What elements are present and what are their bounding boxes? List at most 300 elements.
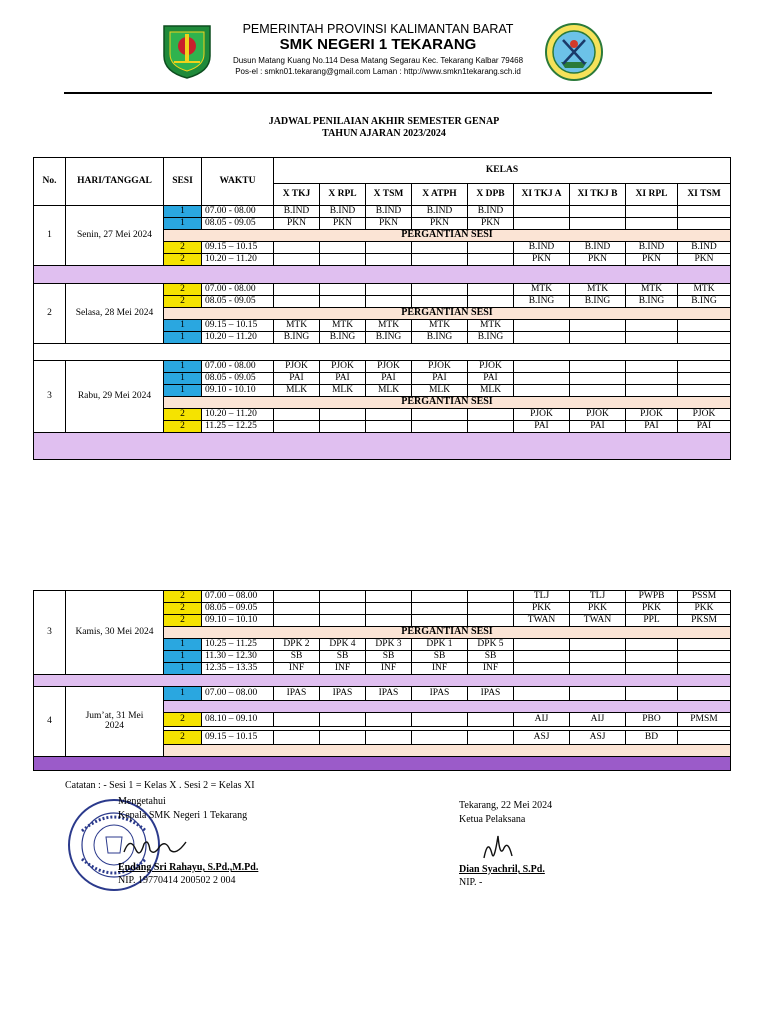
subject-cell: B.IND <box>626 242 678 254</box>
subject-cell: PWPB <box>626 591 678 603</box>
signature-right-icon <box>478 828 518 868</box>
subject-cell <box>468 409 514 421</box>
subject-cell <box>678 651 731 663</box>
subject-cell: IPAS <box>320 687 366 701</box>
subject-cell: PAI <box>412 373 468 385</box>
subject-cell <box>366 603 412 615</box>
subject-cell <box>366 615 412 627</box>
day-date: Senin, 27 Mei 2024 <box>66 206 164 266</box>
subject-cell <box>514 639 570 651</box>
table-row <box>34 284 731 296</box>
class-header: XI TKJ A <box>514 184 570 206</box>
subject-cell: AIJ <box>570 713 626 727</box>
subject-cell: MTK <box>570 284 626 296</box>
separator-cell <box>34 675 731 687</box>
pergantian-sesi: PERGANTIAN SESI <box>164 397 731 409</box>
subject-cell <box>514 651 570 663</box>
subject-cell: DPK 5 <box>468 639 514 651</box>
subject-cell <box>626 639 678 651</box>
subject-cell <box>626 687 678 701</box>
subject-cell: INF <box>320 663 366 675</box>
waktu-cell: 09.15 – 10.15 <box>202 320 274 332</box>
sesi-cell: 1 <box>164 663 202 675</box>
waktu-cell: 10.20 – 11.20 <box>202 332 274 344</box>
class-header: XI TKJ B <box>570 184 626 206</box>
subject-cell <box>678 361 731 373</box>
subject-cell: B.IND <box>412 206 468 218</box>
waktu-cell: 10.20 – 11.20 <box>202 409 274 421</box>
subject-cell: BD <box>626 731 678 745</box>
schedule-table-2 <box>33 590 731 771</box>
subject-cell <box>626 663 678 675</box>
sesi-cell: 1 <box>164 687 202 701</box>
subject-cell <box>570 663 626 675</box>
subject-cell: PKN <box>320 218 366 230</box>
subject-cell <box>468 284 514 296</box>
subject-cell <box>274 284 320 296</box>
subject-cell: PJOK <box>570 409 626 421</box>
subject-cell: IPAS <box>412 687 468 701</box>
subject-cell: PAI <box>366 373 412 385</box>
subject-cell: DPK 3 <box>366 639 412 651</box>
waktu-cell: 08.05 - 09.05 <box>202 296 274 308</box>
waktu-cell: 07.00 – 08.00 <box>202 591 274 603</box>
waktu-cell: 09.15 – 10.15 <box>202 242 274 254</box>
sesi-cell: 2 <box>164 242 202 254</box>
day-date: Jum’at, 31 Mei 2024 <box>66 687 164 757</box>
subject-cell: PKN <box>514 254 570 266</box>
subject-cell: PJOK <box>678 409 731 421</box>
subject-cell: B.ING <box>274 332 320 344</box>
header-divider <box>64 92 712 94</box>
subject-cell <box>514 373 570 385</box>
subject-cell: TLJ <box>570 591 626 603</box>
sesi-cell: 1 <box>164 361 202 373</box>
col-kelas: KELAS <box>274 158 731 184</box>
subject-cell <box>412 284 468 296</box>
subject-cell: PKN <box>678 254 731 266</box>
waktu-cell: 11.25 – 12.25 <box>202 421 274 433</box>
subject-cell <box>366 409 412 421</box>
subject-cell <box>570 373 626 385</box>
separator-cell <box>34 757 731 771</box>
subject-cell: PAI <box>678 421 731 433</box>
subject-cell: PKN <box>468 218 514 230</box>
subject-cell: PJOK <box>468 361 514 373</box>
separator-row <box>34 433 731 460</box>
subject-cell <box>626 332 678 344</box>
subject-cell: PKK <box>514 603 570 615</box>
separator-row <box>34 266 731 284</box>
subject-cell <box>274 242 320 254</box>
subject-cell: ASJ <box>570 731 626 745</box>
subject-cell: PKK <box>570 603 626 615</box>
sesi-cell: 2 <box>164 284 202 296</box>
sesi-cell: 1 <box>164 373 202 385</box>
subject-cell: MTK <box>412 320 468 332</box>
subject-cell <box>570 687 626 701</box>
subject-cell <box>320 731 366 745</box>
sesi-cell: 2 <box>164 713 202 727</box>
subject-cell <box>514 385 570 397</box>
subject-cell <box>412 242 468 254</box>
sign-left-line1: Mengetahui <box>118 796 166 807</box>
subject-cell <box>514 320 570 332</box>
subject-cell: MTK <box>320 320 366 332</box>
subject-cell: PJOK <box>626 409 678 421</box>
subject-cell <box>514 206 570 218</box>
table-row <box>34 206 731 218</box>
subject-cell <box>626 206 678 218</box>
sign-right-role: Ketua Pelaksana <box>459 814 526 825</box>
subject-cell: PPL <box>626 615 678 627</box>
subject-cell <box>678 731 731 745</box>
waktu-cell: 08.10 – 09.10 <box>202 713 274 727</box>
separator-cell <box>34 344 731 361</box>
waktu-cell: 09.10 - 10.10 <box>202 385 274 397</box>
subject-cell <box>626 373 678 385</box>
subject-cell: PBO <box>626 713 678 727</box>
subject-cell <box>320 591 366 603</box>
waktu-cell: 08.05 – 09.05 <box>202 603 274 615</box>
waktu-cell: 10.20 – 11.20 <box>202 254 274 266</box>
sesi-cell: 1 <box>164 639 202 651</box>
subject-cell <box>570 218 626 230</box>
subject-cell <box>366 254 412 266</box>
subject-cell <box>468 242 514 254</box>
sesi-cell: 1 <box>164 218 202 230</box>
subject-cell: B.IND <box>678 242 731 254</box>
subject-cell <box>468 254 514 266</box>
waktu-cell: 10.25 – 11.25 <box>202 639 274 651</box>
subject-cell: MLK <box>412 385 468 397</box>
subject-cell: B.ING <box>366 332 412 344</box>
subject-cell: B.IND <box>514 242 570 254</box>
col-hari: HARI/TANGGAL <box>66 158 164 206</box>
subject-cell: SB <box>366 651 412 663</box>
day-number: 1 <box>34 206 66 266</box>
waktu-cell: 09.15 – 10.15 <box>202 731 274 745</box>
subject-cell: PJOK <box>320 361 366 373</box>
separator-row <box>34 675 731 687</box>
subject-cell: PAI <box>514 421 570 433</box>
subject-cell <box>320 603 366 615</box>
sesi-cell: 2 <box>164 731 202 745</box>
header-row <box>34 158 731 184</box>
header-address: Dusun Matang Kuang No.114 Desa Matang Segarau Kec. Tekarang Kalbar 79468 <box>232 56 524 65</box>
subject-cell: TWAN <box>514 615 570 627</box>
subject-cell: SB <box>274 651 320 663</box>
sesi-cell: 2 <box>164 591 202 603</box>
sign-right-nip: NIP. - <box>459 877 483 888</box>
subject-cell: PJOK <box>274 361 320 373</box>
subject-cell: MTK <box>514 284 570 296</box>
waktu-cell: 12.35 – 13.35 <box>202 663 274 675</box>
sesi-cell: 2 <box>164 421 202 433</box>
col-waktu: WAKTU <box>202 158 274 206</box>
subject-cell <box>320 296 366 308</box>
subject-cell: PAI <box>274 373 320 385</box>
subject-cell <box>274 731 320 745</box>
subject-cell <box>274 591 320 603</box>
sesi-cell: 1 <box>164 206 202 218</box>
subject-cell <box>514 687 570 701</box>
sign-left-nip: NIP. 19770414 200502 2 004 <box>118 875 236 886</box>
subject-cell: PAI <box>626 421 678 433</box>
subject-cell <box>626 361 678 373</box>
subject-cell: TWAN <box>570 615 626 627</box>
subject-cell: MTK <box>626 284 678 296</box>
subject-cell <box>412 296 468 308</box>
subject-cell <box>468 421 514 433</box>
subject-cell <box>626 320 678 332</box>
waktu-cell: 11.30 – 12.30 <box>202 651 274 663</box>
subject-cell: AIJ <box>514 713 570 727</box>
subject-cell: B.ING <box>678 296 731 308</box>
waktu-cell: 08.05 - 09.05 <box>202 373 274 385</box>
subject-cell: B.ING <box>514 296 570 308</box>
table-row <box>34 591 731 603</box>
subject-cell: SB <box>412 651 468 663</box>
day-number: 2 <box>34 284 66 344</box>
separator-cell <box>34 433 731 460</box>
subject-cell: SB <box>468 651 514 663</box>
subject-cell <box>626 218 678 230</box>
subject-cell: PKN <box>366 218 412 230</box>
subject-cell <box>570 385 626 397</box>
subject-cell: PJOK <box>412 361 468 373</box>
sign-left-name: Endang Sri Rahayu, S.Pd.,M.Pd. <box>118 862 259 873</box>
spacer-cell <box>164 701 731 713</box>
subject-cell <box>274 615 320 627</box>
sesi-cell: 2 <box>164 615 202 627</box>
sesi-cell: 2 <box>164 254 202 266</box>
subject-cell <box>468 296 514 308</box>
subject-cell <box>570 320 626 332</box>
sesi-cell: 1 <box>164 385 202 397</box>
subject-cell <box>274 409 320 421</box>
pergantian-sesi: PERGANTIAN SESI <box>164 308 731 320</box>
subject-cell: MLK <box>366 385 412 397</box>
subject-cell: MLK <box>468 385 514 397</box>
sesi-cell: 1 <box>164 332 202 344</box>
subject-cell <box>274 254 320 266</box>
subject-cell: MTK <box>366 320 412 332</box>
sesi-cell: 2 <box>164 603 202 615</box>
subject-cell <box>320 409 366 421</box>
subject-cell: PKN <box>274 218 320 230</box>
subject-cell: DPK 1 <box>412 639 468 651</box>
waktu-cell: 07.00 – 08.00 <box>202 687 274 701</box>
subject-cell: PKK <box>678 603 731 615</box>
subject-cell <box>412 421 468 433</box>
day-number: 3 <box>34 361 66 433</box>
signature-left-icon <box>120 832 190 860</box>
class-header: X TSM <box>366 184 412 206</box>
subject-cell: TLJ <box>514 591 570 603</box>
subject-cell: DPK 2 <box>274 639 320 651</box>
subject-cell: PKN <box>412 218 468 230</box>
sign-right-date: Tekarang, 22 Mei 2024 <box>459 800 553 811</box>
sesi-cell: 1 <box>164 651 202 663</box>
subject-cell <box>412 713 468 727</box>
subject-cell <box>412 591 468 603</box>
day-number: 3 <box>34 591 66 675</box>
document-subtitle: TAHUN AJARAN 2023/2024 <box>322 128 446 139</box>
subject-cell: MLK <box>320 385 366 397</box>
header-contact: Pos-el : smkn01.tekarang@gmail.com Laman : http://www.smkn1tekarang.sch.id <box>235 67 521 76</box>
separator-cell <box>34 266 731 284</box>
subject-cell <box>626 651 678 663</box>
class-header: XI RPL <box>626 184 678 206</box>
subject-cell <box>274 296 320 308</box>
subject-cell <box>468 615 514 627</box>
sign-left-line2: Kepala SMK Negeri 1 Tekarang <box>118 810 248 821</box>
subject-cell <box>412 731 468 745</box>
subject-cell <box>412 603 468 615</box>
provincial-emblem-icon <box>160 22 214 80</box>
subject-cell <box>412 409 468 421</box>
subject-cell: B.IND <box>570 242 626 254</box>
sesi-cell: 2 <box>164 296 202 308</box>
subject-cell <box>320 254 366 266</box>
header-school-name: SMK NEGERI 1 TEKARANG <box>279 36 477 53</box>
class-header: XI TSM <box>678 184 731 206</box>
waktu-cell: 08.05 - 09.05 <box>202 218 274 230</box>
subject-cell: IPAS <box>274 687 320 701</box>
pergantian-sesi: PERGANTIAN SESI <box>164 230 731 242</box>
subject-cell <box>514 332 570 344</box>
subject-cell: PAI <box>570 421 626 433</box>
subject-cell: IPAS <box>366 687 412 701</box>
class-header: X DPB <box>468 184 514 206</box>
subject-cell <box>626 385 678 397</box>
pergantian-sesi: PERGANTIAN SESI <box>164 627 731 639</box>
subject-cell: MLK <box>274 385 320 397</box>
subject-cell: PAI <box>320 373 366 385</box>
subject-cell: B.ING <box>468 332 514 344</box>
subject-cell: B.IND <box>320 206 366 218</box>
sesi-cell: 2 <box>164 409 202 421</box>
subject-cell <box>678 320 731 332</box>
subject-cell: PAI <box>468 373 514 385</box>
subject-cell: PJOK <box>366 361 412 373</box>
subject-cell <box>678 206 731 218</box>
subject-cell <box>366 284 412 296</box>
day-date: Kamis, 30 Mei 2024 <box>66 591 164 675</box>
class-header: X TKJ <box>274 184 320 206</box>
subject-cell <box>274 421 320 433</box>
sign-right-name: Dian Syachril, S.Pd. <box>459 864 545 875</box>
subject-cell: MTK <box>274 320 320 332</box>
subject-cell: ASJ <box>514 731 570 745</box>
subject-cell: PKSM <box>678 615 731 627</box>
subject-cell: B.IND <box>274 206 320 218</box>
subject-cell <box>678 687 731 701</box>
subject-cell: PJOK <box>514 409 570 421</box>
day-number: 4 <box>34 687 66 757</box>
day-date: Rabu, 29 Mei 2024 <box>66 361 164 433</box>
subject-cell: B.IND <box>366 206 412 218</box>
document-title: JADWAL PENILAIAN AKHIR SEMESTER GENAP <box>268 116 500 127</box>
subject-cell <box>412 615 468 627</box>
subject-cell <box>412 254 468 266</box>
subject-cell: B.ING <box>412 332 468 344</box>
separator-row <box>34 757 731 771</box>
waktu-cell: 07.00 - 08.00 <box>202 206 274 218</box>
sesi-cell: 1 <box>164 320 202 332</box>
subject-cell <box>514 361 570 373</box>
subject-cell <box>678 385 731 397</box>
subject-cell: B.ING <box>570 296 626 308</box>
subject-cell <box>320 615 366 627</box>
subject-cell: INF <box>366 663 412 675</box>
separator-row <box>34 344 731 361</box>
subject-cell: MTK <box>678 284 731 296</box>
col-no: No. <box>34 158 66 206</box>
subject-cell: B.ING <box>320 332 366 344</box>
subject-cell: PKN <box>626 254 678 266</box>
subject-cell <box>570 361 626 373</box>
subject-cell <box>274 713 320 727</box>
subject-cell: PMSM <box>678 713 731 727</box>
spacer-cell <box>164 745 731 757</box>
school-emblem-icon <box>543 22 605 82</box>
subject-cell <box>366 731 412 745</box>
subject-cell <box>678 218 731 230</box>
table-row <box>34 687 731 701</box>
subject-cell <box>678 639 731 651</box>
subject-cell <box>468 713 514 727</box>
subject-cell <box>468 731 514 745</box>
subject-cell <box>274 603 320 615</box>
subject-cell: PKN <box>570 254 626 266</box>
subject-cell <box>514 663 570 675</box>
subject-cell: INF <box>274 663 320 675</box>
class-header: X RPL <box>320 184 366 206</box>
subject-cell <box>366 591 412 603</box>
subject-cell <box>320 242 366 254</box>
class-header: X ATPH <box>412 184 468 206</box>
waktu-cell: 07.00 - 08.00 <box>202 361 274 373</box>
note-text: Catatan : - Sesi 1 = Kelas X . Sesi 2 = Kelas XI <box>65 780 255 791</box>
subject-cell <box>320 284 366 296</box>
subject-cell <box>468 591 514 603</box>
subject-cell <box>366 296 412 308</box>
subject-cell <box>570 639 626 651</box>
header-government: PEMERINTAH PROVINSI KALIMANTAN BARAT <box>242 22 514 36</box>
subject-cell: SB <box>320 651 366 663</box>
subject-cell <box>514 218 570 230</box>
subject-cell: B.IND <box>468 206 514 218</box>
col-sesi: SESI <box>164 158 202 206</box>
subject-cell: MTK <box>468 320 514 332</box>
table-row <box>34 361 731 373</box>
subject-cell <box>678 663 731 675</box>
subject-cell <box>320 421 366 433</box>
subject-cell: B.ING <box>626 296 678 308</box>
subject-cell: INF <box>468 663 514 675</box>
waktu-cell: 09.10 – 10.10 <box>202 615 274 627</box>
subject-cell <box>570 651 626 663</box>
schedule-table-1 <box>33 157 731 460</box>
subject-cell <box>570 332 626 344</box>
subject-cell <box>678 373 731 385</box>
subject-cell: INF <box>412 663 468 675</box>
subject-cell <box>366 421 412 433</box>
subject-cell: PSSM <box>678 591 731 603</box>
day-date: Selasa, 28 Mei 2024 <box>66 284 164 344</box>
